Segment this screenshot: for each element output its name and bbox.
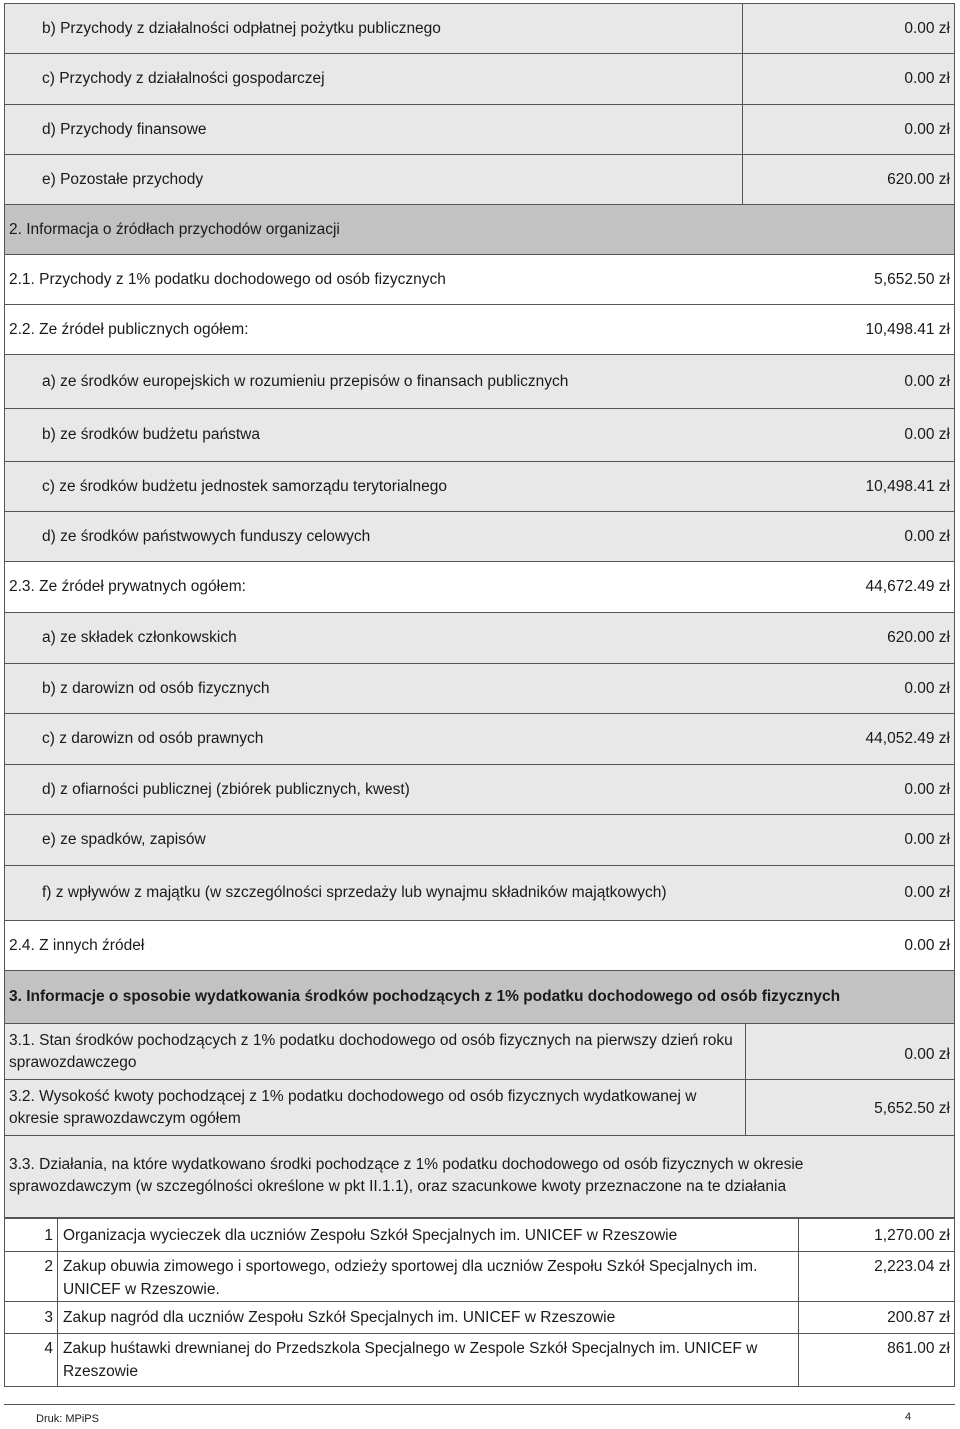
row-value: 0.00 zł <box>904 527 950 545</box>
row-value: 0.00 zł <box>904 884 950 901</box>
row-label: a) ze środków europejskich w rozumieniu przepisów o finansach publicznych <box>42 372 569 390</box>
activity-row <box>4 1302 955 1334</box>
print-label: Druk: MPiPS <box>36 1413 99 1425</box>
section-2-header <box>4 205 955 255</box>
activity-number: 3 <box>44 1309 53 1326</box>
row-label: e) ze spadków, zapisów <box>42 831 206 848</box>
row-label: 2.4. Z innych źródeł <box>9 936 145 954</box>
row-label: f) z wpływów z majątku (w szczególności sprzedaży lub wynajmu składników majątkowych) <box>42 884 667 901</box>
private-source-row <box>4 866 955 921</box>
page-number: 4 <box>905 1411 912 1423</box>
row-value: 5,652.50 zł <box>874 270 950 288</box>
row-label: c) Przychody z działalności gospodarczej <box>42 70 325 87</box>
activity-amount: 200.87 zł <box>887 1309 950 1326</box>
row-label: b) z darowizn od osób fizycznych <box>42 679 270 697</box>
row-value: 0.00 zł <box>904 372 950 390</box>
row-label: a) ze składek członkowskich <box>42 629 237 646</box>
row-label: d) z ofiarności publicznej (zbiórek publicznych, kwest) <box>42 780 410 798</box>
row-label: 2.1. Przychody z 1% podatku dochodowego od osób fizycznych <box>9 270 446 288</box>
activity-number: 4 <box>44 1340 53 1357</box>
row-value: 0.00 zł <box>904 780 950 798</box>
private-source-row <box>4 613 955 664</box>
row-value: 0.00 zł <box>904 19 950 37</box>
activity-amount: 1,270.00 zł <box>874 1227 950 1244</box>
row-label: c) z darowizn od osób prawnych <box>42 730 264 747</box>
row-value: 0.00 zł <box>904 679 950 697</box>
row-value: 10,498.41 zł <box>865 477 950 495</box>
private-source-row <box>4 714 955 765</box>
activity-label: Zakup nagród dla uczniów Zespołu Szkół Specjalnych im. UNICEF w Rzeszowie <box>63 1309 616 1326</box>
row-label: c) ze środków budżetu jednostek samorządu terytorialnego <box>42 477 447 495</box>
row-value: 10,498.41 zł <box>865 320 950 338</box>
activity-number: 1 <box>44 1227 53 1244</box>
row-label: 3.1. Stan środków pochodzących z 1% podatku dochodowego od osób fizycznych na pierwszy dzień roku sprawozdawczego <box>9 1031 733 1071</box>
row-3-2 <box>4 1080 955 1136</box>
row-label: d) ze środków państwowych funduszy celowych <box>42 527 371 545</box>
row-3-1 <box>4 1024 955 1080</box>
row-value: 0.00 zł <box>904 831 950 848</box>
row-label: 2.3. Ze źródeł prywatnych ogółem: <box>9 578 246 595</box>
row-value: 0.00 zł <box>904 936 950 954</box>
activity-label: Organizacja wycieczek dla uczniów Zespołu Szkół Specjalnych im. UNICEF w Rzeszowie <box>63 1227 678 1244</box>
section-title: 2. Informacja o źródłach przychodów organizacji <box>9 220 340 238</box>
activity-number: 2 <box>44 1258 53 1275</box>
income-row <box>4 3 955 54</box>
activity-label: Zakup obuwia zimowego i sportowego, odzieży sportowej dla uczniów Zespołu Szkół Specjalnych im. UNICEF w Rzeszowie. <box>63 1258 758 1298</box>
income-row <box>4 155 955 205</box>
footer-rule <box>4 1404 955 1405</box>
section-title: 3. Informacje o sposobie wydatkowania środków pochodzących z 1% podatku dochodowego od osób fizycznych <box>9 988 841 1005</box>
activity-row <box>4 1334 955 1387</box>
public-source-row <box>4 462 955 512</box>
row-value: 44,052.49 zł <box>865 730 950 747</box>
row-label: d) Przychody finansowe <box>42 120 207 138</box>
income-row <box>4 105 955 155</box>
section-3-header <box>4 971 955 1024</box>
row-value: 44,672.49 zł <box>865 578 950 595</box>
public-source-row <box>4 355 955 409</box>
row-value: 0.00 zł <box>904 120 950 138</box>
private-source-row <box>4 765 955 815</box>
private-source-row <box>4 664 955 714</box>
row-value: 5,652.50 zł <box>874 1100 950 1117</box>
row-value: 0.00 zł <box>904 1046 950 1063</box>
public-source-row <box>4 512 955 562</box>
income-row <box>4 54 955 105</box>
public-source-row <box>4 409 955 462</box>
row-value: 0.00 zł <box>904 426 950 443</box>
row-label: 3.3. Działania, na które wydatkowano środki pochodzące z 1% podatku dochodowego od osób fizycznych w okresie sprawozdawczym (w szczególności określone w pkt II.1.1), oraz szacunkowe kwoty przeznaczone na te działania <box>9 1156 804 1195</box>
row-2-1 <box>4 255 955 305</box>
row-label: 2.2. Ze źródeł publicznych ogółem: <box>9 320 249 338</box>
row-label: b) Przychody z działalności odpłatnej pożytku publicznego <box>42 19 441 37</box>
row-label: 3.2. Wysokość kwoty pochodzącej z 1% podatku dochodowego od osób fizycznych wydatkowanej w okresie sprawozdawczym ogółem <box>9 1087 697 1127</box>
row-value: 620.00 zł <box>887 170 950 188</box>
row-value: 620.00 zł <box>887 629 950 646</box>
activity-row <box>4 1218 955 1252</box>
row-value: 0.00 zł <box>904 70 950 87</box>
row-2-4 <box>4 921 955 971</box>
activity-amount: 861.00 zł <box>887 1340 950 1357</box>
row-label: b) ze środków budżetu państwa <box>42 426 260 443</box>
activity-label: Zakup huśtawki drewnianej do Przedszkola Specjalnego w Zespole Szkół Specjalnych im. UNICEF w Rzeszowie <box>63 1340 758 1380</box>
row-3-3 <box>4 1136 955 1218</box>
activity-row <box>4 1252 955 1302</box>
activity-amount: 2,223.04 zł <box>874 1258 950 1275</box>
row-label: e) Pozostałe przychody <box>42 170 204 188</box>
row-2-2 <box>4 305 955 355</box>
private-source-row <box>4 815 955 866</box>
row-2-3 <box>4 562 955 613</box>
